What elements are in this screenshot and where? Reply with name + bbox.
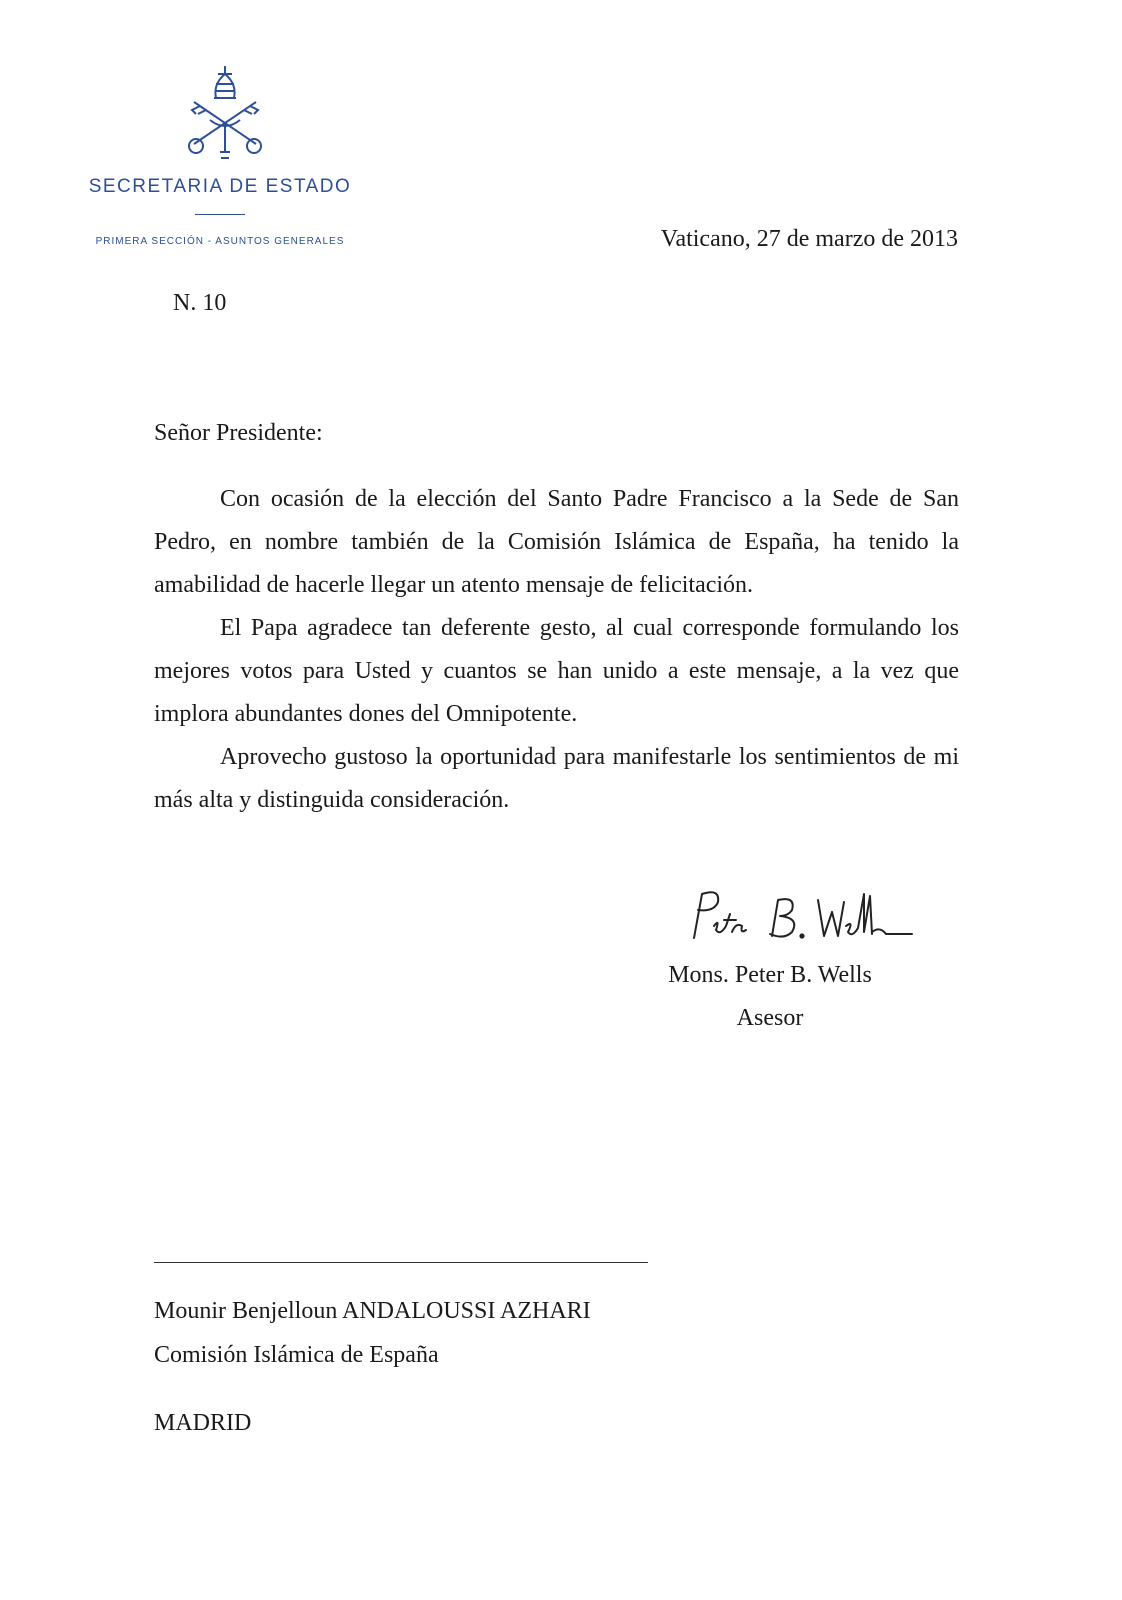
papal-keys-crest-icon	[180, 62, 270, 162]
signer-name: Mons. Peter B. Wells	[668, 962, 872, 988]
letter-body	[154, 478, 959, 822]
signer-title: Asesor	[736, 1005, 804, 1031]
letter-reference: N. 10	[173, 290, 227, 316]
letterhead-divider	[195, 214, 245, 215]
addressee-name: Mounir Benjelloun ANDALOUSSI AZHARI	[154, 1298, 591, 1324]
letterhead-office: SECRETARIA DE ESTADO	[88, 176, 352, 197]
letter-date: Vaticano, 27 de marzo de 2013	[660, 226, 958, 252]
salutation: Señor Presidente:	[154, 420, 323, 446]
handwritten-signature	[680, 880, 920, 950]
body-paragraph: El Papa agradece tan deferente gesto, al cual corresponde formulando los mejores votos para Usted y cuantos se han unido a este mensaje, a la vez que implora abundantes dones del Omnipotente.	[154, 615, 959, 727]
signer-block	[600, 954, 940, 1040]
body-paragraph: Aprovecho gustoso la oportunidad para manifestarle los sentimientos de mi más alta y distinguida consideración.	[154, 744, 959, 813]
letterhead-section: PRIMERA SECCIÓN - ASUNTOS GENERALES	[95, 236, 345, 247]
addressee-organization: Comisión Islámica de España	[154, 1342, 439, 1368]
address-divider	[154, 1262, 648, 1263]
body-paragraph: Con ocasión de la elección del Santo Padre Francisco a la Sede de San Pedro, en nombre también de la Comisión Islámica de España, ha tenido la amabilidad de hacerle llegar un atento mensaje de felicitación.	[154, 486, 959, 598]
addressee-city: MADRID	[154, 1410, 252, 1436]
